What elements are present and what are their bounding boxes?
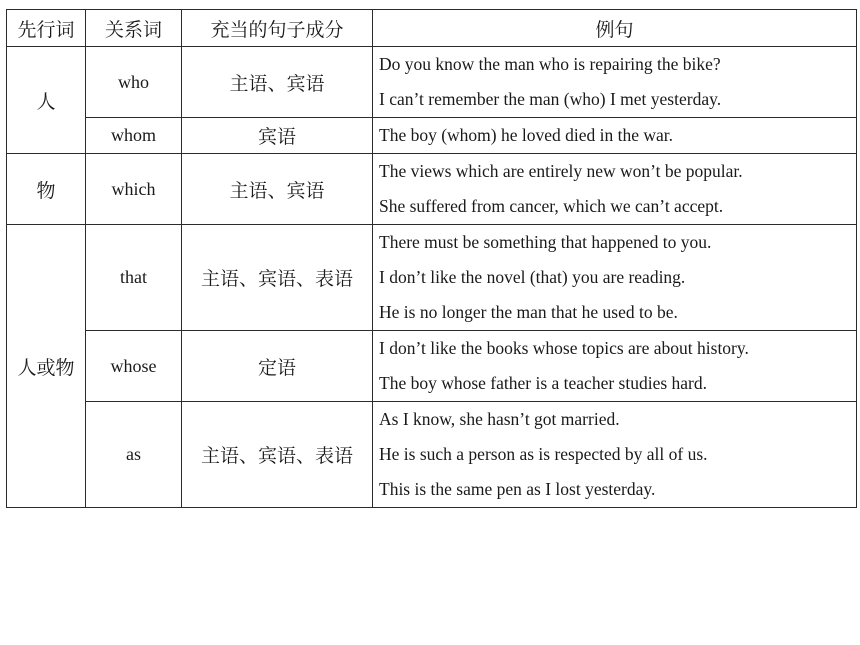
example-sentence: The boy (whom) he loved died in the war.: [379, 125, 674, 145]
role-as: 主语、宾语、表语: [182, 402, 373, 508]
table-row: [7, 402, 857, 508]
role-whom: 宾语: [182, 118, 373, 154]
examples-as: [373, 402, 857, 508]
example-sentence: As I know, she hasn’t got married.: [379, 409, 620, 429]
example-sentence: Do you know the man who is repairing the bike?: [379, 54, 721, 74]
role-that: 主语、宾语、表语: [182, 225, 373, 331]
header-row: [7, 10, 857, 47]
example-sentence: I don’t like the novel (that) you are reading.: [379, 267, 686, 287]
header-relative-word: 关系词: [86, 10, 182, 47]
examples-whose: [373, 331, 857, 402]
examples-which: [373, 154, 857, 225]
relative-word-whom: whom: [86, 118, 182, 154]
example-sentence: The boy whose father is a teacher studies hard.: [379, 373, 708, 393]
header-antecedent: 先行词: [7, 10, 86, 47]
example-sentence: The views which are entirely new won’t be popular.: [379, 161, 743, 181]
role-which: 主语、宾语: [182, 154, 373, 225]
header-sentence-role: 充当的句子成分: [182, 10, 373, 47]
role-whose: 定语: [182, 331, 373, 402]
example-sentence: I can’t remember the man (who) I met yesterday.: [379, 89, 722, 109]
antecedent-person: 人: [7, 47, 86, 154]
relative-word-who: who: [86, 47, 182, 118]
table-row: [7, 331, 857, 402]
antecedent-thing: 物: [7, 154, 86, 225]
table-row: [7, 118, 857, 154]
table-row: [7, 154, 857, 225]
example-sentence: I don’t like the books whose topics are about history.: [379, 338, 749, 358]
table-row: [7, 225, 857, 331]
table-row: [7, 47, 857, 118]
example-sentence: She suffered from cancer, which we can’t accept.: [379, 196, 724, 216]
header-examples: 例句: [373, 10, 857, 47]
example-sentence: This is the same pen as I lost yesterday.: [379, 479, 656, 499]
relative-word-as: as: [86, 402, 182, 508]
examples-whom: [373, 118, 857, 154]
relative-word-which: which: [86, 154, 182, 225]
relative-word-whose: whose: [86, 331, 182, 402]
relative-word-that: that: [86, 225, 182, 331]
role-who: 主语、宾语: [182, 47, 373, 118]
example-sentence: He is no longer the man that he used to be.: [379, 302, 678, 322]
example-sentence: There must be something that happened to you.: [379, 232, 712, 252]
example-sentence: He is such a person as is respected by all of us.: [379, 444, 708, 464]
relative-clause-table: [6, 9, 857, 508]
examples-that: [373, 225, 857, 331]
examples-who: [373, 47, 857, 118]
antecedent-person-or-thing: 人或物: [7, 225, 86, 508]
